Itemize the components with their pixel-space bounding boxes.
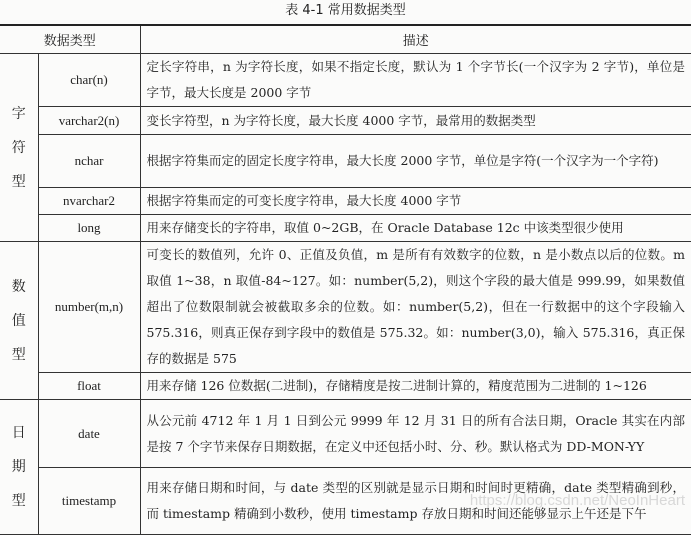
type-cell: nvarchar2 [38, 188, 140, 215]
type-cell: timestamp [38, 468, 140, 535]
table-header-row [0, 25, 691, 54]
data-types-table [0, 24, 691, 535]
table-row [0, 215, 691, 242]
group-label-char: 符 [11, 139, 26, 156]
table-caption: 表 4-1 常用数据类型 [285, 3, 406, 18]
description-cell: 可变长的数值列，允许 0、正值及负值，m 是所有有效数字的位数，n 是小数点以后的位数。m 取值 1~38，n 取值-84~127。如：number(5,2)，则这个字段的最大值是 999.99，如果数值超出了位数限制就会被截取多余的位数。如：number(5,2)，但在一行数据中的这个字段输入 575.316，则真正保存到字段中的数值是 575.32。如：number(3,0)，输入 575.316，真正保存的数据是 575 [140, 242, 691, 373]
type-cell: long [38, 215, 140, 242]
description-cell: 用来存储 126 位数据(二进制)，存储精度是按二进制计算的，精度范围为二进制的 1~126 [140, 373, 691, 400]
description-cell: 定长字符串，n 为字符长度，如果不指定长度，默认为 1 个字节长(一个汉字为 2 字节)，单位是字节，最大长度是 2000 字节 [140, 54, 691, 107]
description-cell: 根据字符集而定的固定长度字符串，最大长度 2000 字节，单位是字符(一个汉字为一个字符) [140, 135, 691, 188]
watermark: https://blog.csdn.net/NeoInHeart [469, 492, 685, 509]
table-row [0, 373, 691, 400]
group-label-char: 字 [11, 105, 26, 122]
group-label [0, 54, 38, 242]
group-label-char: 型 [11, 346, 26, 363]
table-row [0, 135, 691, 188]
table-row [0, 242, 691, 373]
type-cell: char(n) [38, 54, 140, 107]
group-label-char: 数 [11, 278, 26, 295]
group-label [0, 242, 38, 400]
description-cell: 用来存储日期和时间，与 date 类型的区别就是显示日期和时间时更精确，date 类型精确到秒，而 timestamp 精确到小数秒，使用 timestamp 存放日期和时间还能够显示上午还是下午 [140, 468, 691, 535]
header-description: 描述 [140, 25, 691, 54]
table-row [0, 54, 691, 107]
table-row [0, 400, 691, 468]
table-row [0, 107, 691, 135]
group-label-char: 型 [11, 493, 26, 509]
group-label [0, 400, 38, 535]
group-label-char: 值 [11, 312, 26, 329]
description-cell: 根据字符集而定的可变长度字符串，最大长度 4000 字节 [140, 188, 691, 215]
group-label-char: 型 [11, 173, 26, 190]
group-label-char: 期 [11, 459, 26, 475]
type-cell: float [38, 373, 140, 400]
type-cell: number(m,n) [38, 242, 140, 373]
header-data-type: 数据类型 [0, 25, 140, 54]
type-cell: nchar [38, 135, 140, 188]
table-row [0, 188, 691, 215]
description-cell: 从公元前 4712 年 1 月 1 日到公元 9999 年 12 月 31 日的所有合法日期，Oracle 其实在内部是按 7 个字节来保存日期数据，在定义中还包括小时、分、秒。默认格式为 DD-MON-YY [140, 400, 691, 468]
type-cell: date [38, 400, 140, 468]
group-label-char: 日 [11, 425, 26, 441]
description-cell: 用来存储变长的字符串，取值 0~2GB，在 Oracle Database 12c 中该类型很少使用 [140, 215, 691, 242]
type-cell: varchar2(n) [38, 107, 140, 135]
description-cell: 变长字符型，n 为字符长度，最大长度 4000 字节，最常用的数据类型 [140, 107, 691, 135]
